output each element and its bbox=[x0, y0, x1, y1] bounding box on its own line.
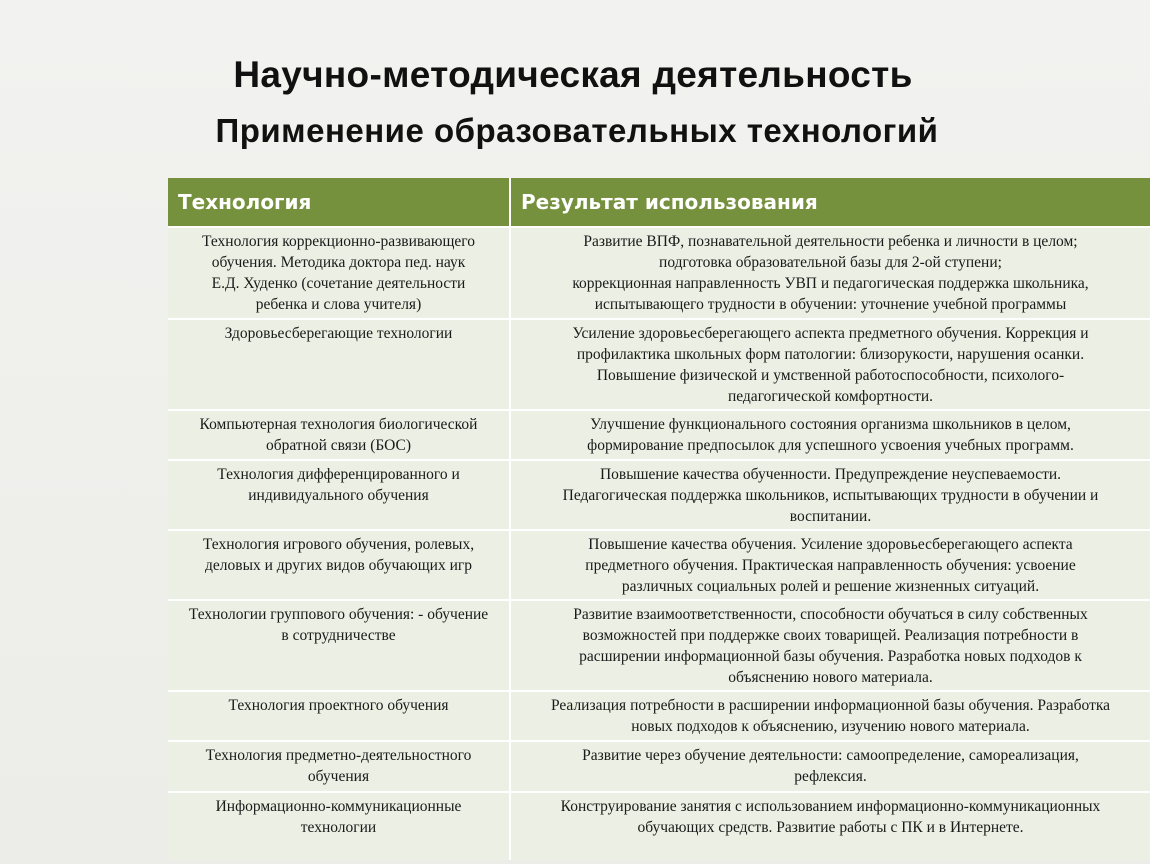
slide-subtitle: Применение образовательных технологий bbox=[215, 112, 939, 149]
result-cell bbox=[510, 410, 1150, 460]
table-row bbox=[168, 460, 1150, 530]
technology-cell bbox=[168, 460, 510, 530]
table-row bbox=[168, 227, 1150, 319]
result-text: Усиление здоровьесберегающего аспекта предметного обучения. Коррекция и профилактика школьных форм патологии: близорукости, нарушения осанки. Повышение физической и умственной работоспособности, психолого- педагогической комфортности. bbox=[572, 325, 1089, 405]
result-text: Конструирование занятия с использованием информационно-коммуникационных обучающих средств. Развитие работы с ПК и в Интернете. bbox=[560, 798, 1101, 836]
technology-cell bbox=[168, 530, 510, 600]
result-text: Реализация потребности в расширении информационной базы обучения. Разработка новых подходов к объяснению, изучению нового материала. bbox=[550, 697, 1111, 735]
result-text: Повышение качества обучения. Усиление здоровьесберегающего аспекта предметного обучения. Практическая направленность обучения: усвоение различных социальных ролей и решение жизненных ситуаций. bbox=[585, 536, 1076, 595]
technology-text: Технология предметно-деятельностного обучения bbox=[205, 747, 472, 785]
technology-cell bbox=[168, 227, 510, 319]
result-cell bbox=[510, 319, 1150, 410]
technology-cell bbox=[168, 792, 510, 860]
technology-text: Технологии группового обучения: - обучение в сотрудничестве bbox=[188, 606, 489, 644]
header-technology: Технология bbox=[168, 178, 510, 227]
table-row bbox=[168, 530, 1150, 600]
result-text: Развитие через обучение деятельности: самоопределение, самореализация, рефлексия. bbox=[582, 747, 1079, 785]
table-row bbox=[168, 792, 1150, 860]
technology-text: Технология дифференцированного и индивидуального обучения bbox=[217, 466, 460, 504]
technologies-table bbox=[168, 178, 1150, 860]
result-text: Развитие взаимоответственности, способности обучаться в силу собственных возможностей при поддержке своих товарищей. Реализация потребности в расширении информационной базы обучения. Разработка новых подходов к объяснению нового материала. bbox=[573, 606, 1088, 686]
technology-cell bbox=[168, 741, 510, 792]
slide-title: Научно-методическая деятельность bbox=[233, 54, 913, 95]
technology-text: Компьютерная технология биологической обратной связи (БОС) bbox=[199, 416, 478, 454]
table-row bbox=[168, 741, 1150, 792]
table-row bbox=[168, 691, 1150, 741]
technology-text: Технология игрового обучения, ролевых, деловых и других видов обучающих игр bbox=[202, 536, 475, 574]
result-cell bbox=[510, 792, 1150, 860]
result-cell bbox=[510, 460, 1150, 530]
technology-cell bbox=[168, 600, 510, 691]
result-text: Повышение качества обученности. Предупреждение неуспеваемости. Педагогическая поддержка школьников, испытывающих трудности в обучении и воспитании. bbox=[562, 466, 1099, 525]
result-text: Развитие ВПФ, познавательной деятельности ребенка и личности в целом; подготовка образовательной базы для 2-ой ступени; коррекционная направленность УВП и педагогическая поддержка школьника, испытывающего трудности в обучении: уточнение учебной программы bbox=[572, 233, 1089, 313]
technology-text: Технология коррекционно-развивающего обучения. Методика доктора пед. наук Е.Д. Худенко (сочетание деятельности ребенка и слова учителя) bbox=[201, 233, 475, 313]
result-text: Улучшение функционального состояния организма школьников в целом, формирование предпосылок для успешного усвоения учебных программ. bbox=[587, 416, 1074, 454]
result-cell bbox=[510, 691, 1150, 741]
technology-text: Информационно-коммуникационные технологии bbox=[215, 798, 462, 836]
technology-cell bbox=[168, 319, 510, 410]
result-cell bbox=[510, 227, 1150, 319]
result-cell bbox=[510, 530, 1150, 600]
technology-cell bbox=[168, 410, 510, 460]
table-row bbox=[168, 600, 1150, 691]
result-cell bbox=[510, 741, 1150, 792]
technology-cell bbox=[168, 691, 510, 741]
table-row bbox=[168, 319, 1150, 410]
table-header-row bbox=[168, 178, 1150, 227]
technology-text: Здоровьесберегающие технологии bbox=[224, 325, 453, 342]
table-row bbox=[168, 410, 1150, 460]
header-result: Результат использования bbox=[510, 178, 1150, 227]
technology-text: Технология проектного обучения bbox=[228, 697, 449, 714]
result-cell bbox=[510, 600, 1150, 691]
